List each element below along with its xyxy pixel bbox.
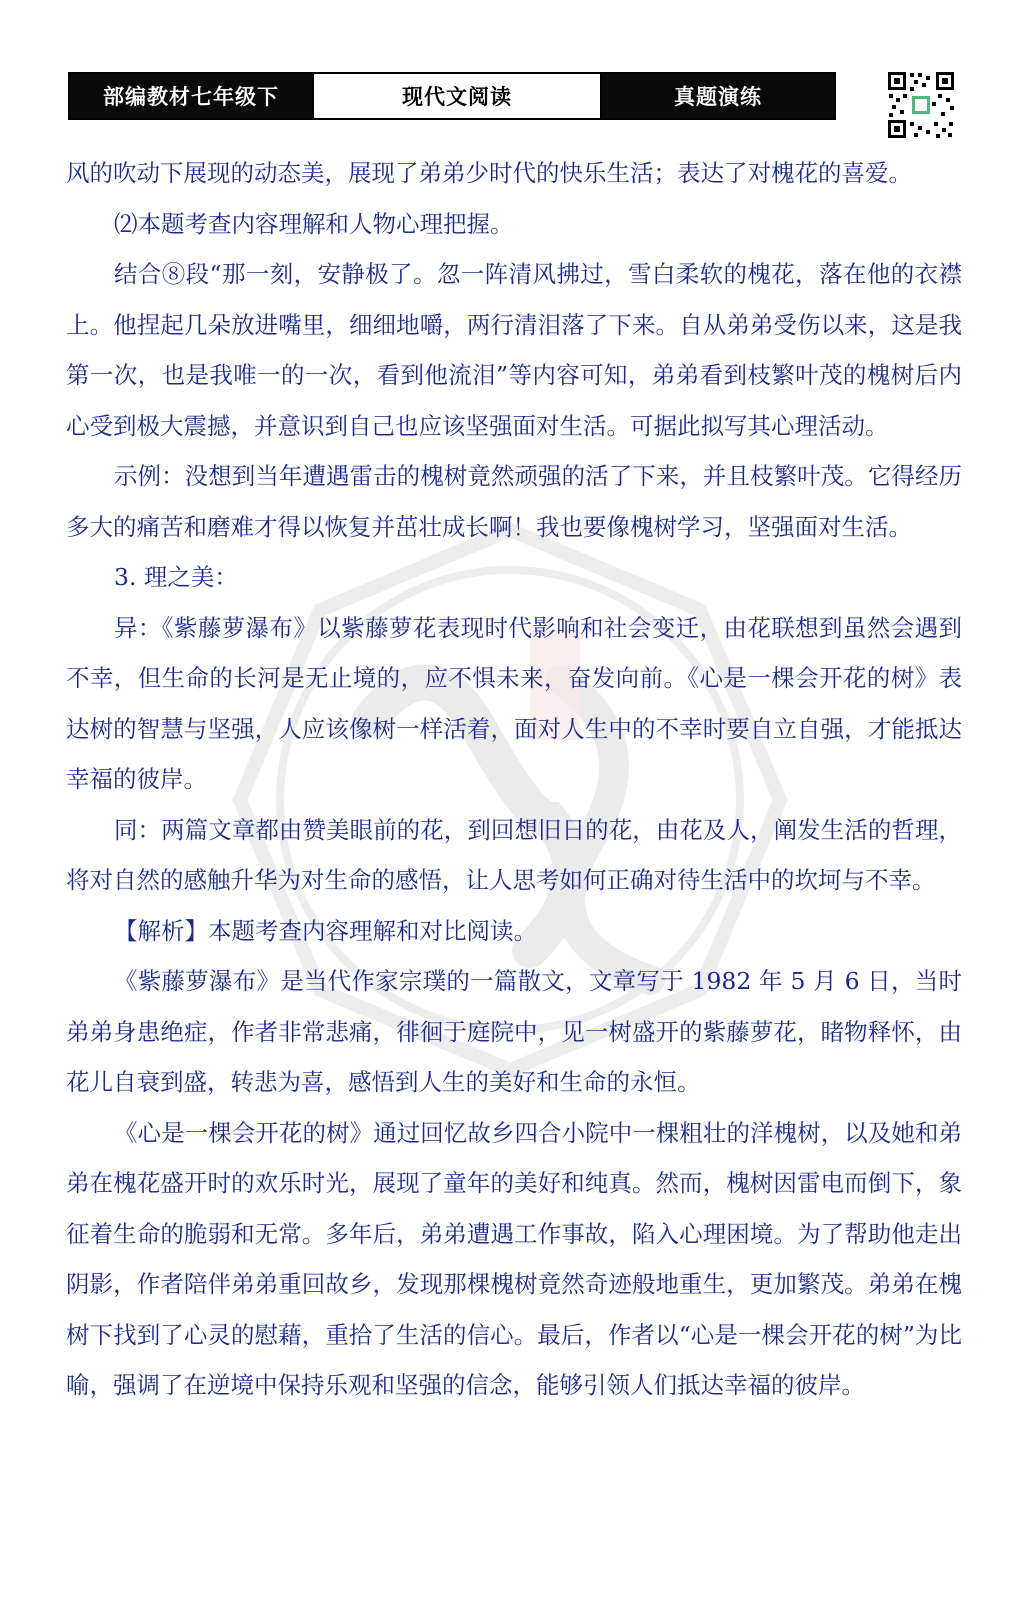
qr-code-icon <box>886 70 956 140</box>
header-grade-label: 部编教材七年级下 <box>70 74 312 118</box>
paragraph-q3-heading: 3. 理之美： <box>114 563 238 591</box>
paragraph-analysis-xin: 《心是一棵会开花的树》通过回忆故乡四合小院中一棵粗壮的洋槐树，以及她和弟弟在槐花盛开时的欢乐时光，展现了童年的美好和纯真。然而，槐树因雷电而倒下，象征着生命的脆弱和无常。多年后，弟弟遭遇工作事故，陷入心理困境。为了帮助他走出阴影，作者陪伴弟弟重回故乡，发现那棵槐树竟然奇迹般地重生，更加繁茂。弟弟在槐树下找到了心灵的慰藉，重拾了生活的信心。最后，作者以“心是一棵会开花的树”为比喻，强调了在逆境中保持乐观和坚强的信念，能够引领人们抵达幸福的彼岸。 <box>66 1118 962 1399</box>
paragraph-analysis-heading: 【解析】本题考查内容理解和对比阅读。 <box>114 916 537 945</box>
paragraph-q2-example: 示例：没想到当年遭遇雷击的槐树竟然顽强的活了下来，并且枝繁叶茂。它得经历多大的痛苦和磨难才得以恢复并茁壮成长啊！我也要像槐树学习，坚强面对生活。 <box>66 462 962 541</box>
header-bar <box>68 72 836 120</box>
answer-content <box>66 148 962 1411</box>
header-section-label: 现代文阅读 <box>312 74 602 118</box>
paragraph-q2-analysis: 结合⑧段“那一刻，安静极了。忽一阵清风拂过，雪白柔软的槐花，落在他的衣襟上。他捏起几朵放进嘴里，细细地嚼，两行清泪落了下来。自从弟弟受伤以来，这是我第一次，也是我唯一的一次，看到他流泪”等内容可知，弟弟看到枝繁叶茂的槐树后内心受到极大震撼，并意识到自己也应该坚强面对生活。可据此拟写其心理活动。 <box>66 260 962 440</box>
paragraph-q2-intro: ⑵本题考查内容理解和人物心理把握。 <box>114 209 514 238</box>
header-practice-label: 真题演练 <box>602 74 834 118</box>
paragraph-q3-difference: 异：《紫藤萝瀑布》以紫藤萝花表现时代影响和社会变迁，由花联想到虽然会遇到不幸，但生命的长河是无止境的，应不惧未来，奋发向前。《心是一棵会开花的树》表达树的智慧与坚强，人应该像树一样活着，面对人生中的不幸时要自立自强，才能抵达幸福的彼岸。 <box>66 613 962 793</box>
paragraph-analysis-ziteng: 《紫藤萝瀑布》是当代作家宗璞的一篇散文，文章写于 1982 年 5 月 6 日，当时弟弟身患绝症，作者非常悲痛，徘徊于庭院中，见一树盛开的紫藤萝花，睹物释怀，由花儿自衰到盛，转悲为喜，感悟到人生的美好和生命的永恒。 <box>66 967 962 1096</box>
paragraph-q3-similarity: 同：两篇文章都由赞美眼前的花，到回想旧日的花，由花及人，阐发生活的哲理，将对自然的感触升华为对生命的感悟，让人思考如何正确对待生活中的坎坷与不幸。 <box>66 815 962 894</box>
paragraph-continuation: 风的吹动下展现的动态美，展现了弟弟少时代的快乐生活；表达了对槐花的喜爱。 <box>66 159 912 187</box>
